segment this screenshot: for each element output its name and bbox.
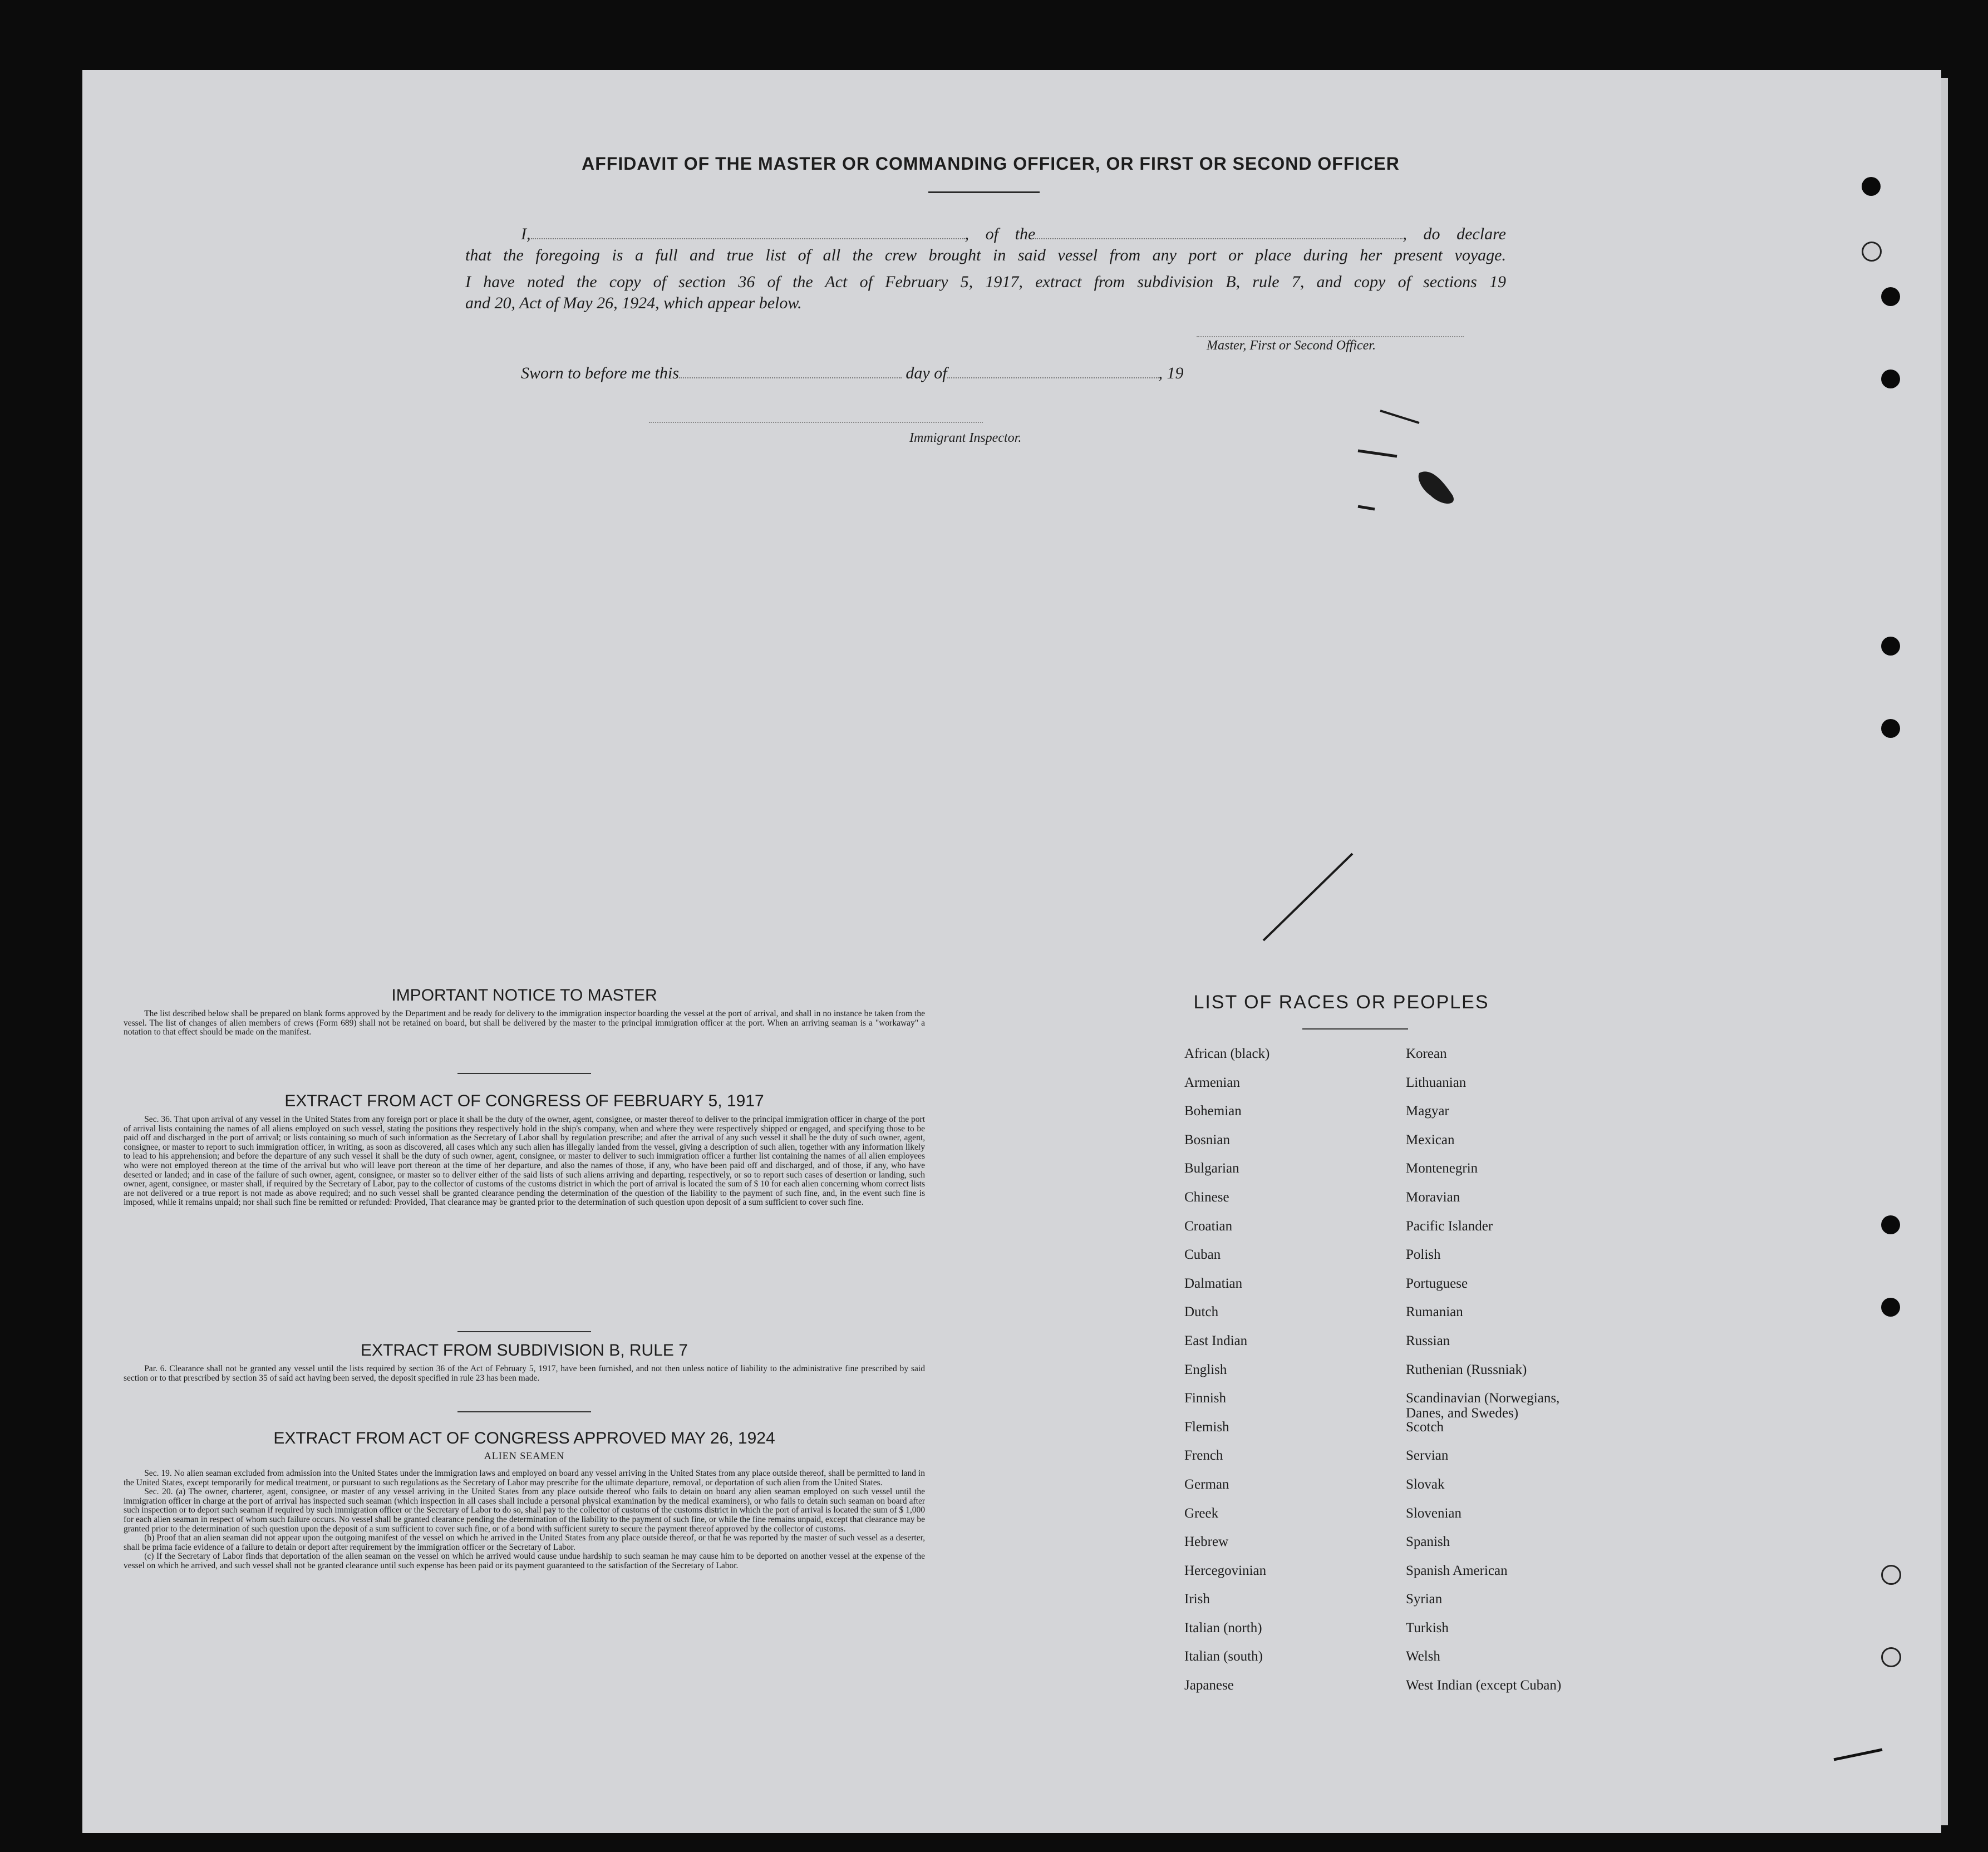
race-item: Hercegovinian	[1184, 1563, 1267, 1578]
race-item: Finnish	[1184, 1391, 1227, 1406]
race-item: Bosnian	[1184, 1132, 1230, 1147]
races-right-column	[1406, 1046, 1640, 1707]
sworn-text: Sworn to before me this	[521, 364, 679, 382]
race-item: Servian	[1406, 1448, 1449, 1464]
month-blank	[947, 366, 1159, 378]
sworn-line	[521, 364, 1267, 383]
race-item: German	[1184, 1476, 1229, 1492]
race-item: Bulgarian	[1184, 1161, 1239, 1176]
affidavit-of-the: , of the	[965, 225, 1036, 243]
race-item: Armenian	[1184, 1075, 1240, 1090]
extract-1917-body	[124, 1115, 925, 1208]
race-item: West Indian (except Cuban)	[1406, 1678, 1562, 1693]
affidavit-pronoun: I,	[521, 225, 531, 243]
inspector-caption: Immigrant Inspector.	[909, 431, 1022, 445]
race-item: Moravian	[1406, 1189, 1460, 1205]
binder-hole-icon	[1862, 242, 1882, 262]
race-item: Greek	[1184, 1505, 1219, 1521]
race-item: Slovak	[1406, 1476, 1445, 1492]
race-item: Spanish	[1406, 1534, 1450, 1550]
race-item: African (black)	[1184, 1046, 1270, 1061]
extract-rule7-title: EXTRACT FROM SUBDIVISION B, RULE 7	[361, 1341, 688, 1360]
race-item: Turkish	[1406, 1620, 1449, 1636]
race-item: Syrian	[1406, 1592, 1443, 1607]
binder-hole-icon	[1881, 1647, 1901, 1667]
binder-hole-icon	[1862, 177, 1881, 196]
notice-text: The list described below shall be prepared on blank forms approved by the Department and be ready for delivery to the immigration inspector boarding the vessel at the port of arrival, and shall in no instance be taken from the vessel. The list of changes of alien members of crews (Form 689) shall not be retained on board, but shall be delivered by the master to the principal immigration officer at the port. When an arriving seaman is a "workaway" a notation to that effect should be made on the manifest.	[124, 1009, 925, 1037]
races-divider	[1302, 1028, 1408, 1030]
binder-hole-icon	[1881, 1298, 1900, 1317]
sec-19-text: Sec. 19. No alien seaman excluded from admission into the United States under the immigration laws and employed on board any vessel arriving in the United States from any place outside thereof, shall be permitted to land in the United States, except temporarily for medical treatment, or pursuant to such regulations as the Secretary of Labor may prescribe for the ultimate departure, removal, or deportation of such alien from the United States.	[124, 1469, 925, 1487]
races-title: LIST OF RACES OR PEOPLES	[1193, 992, 1489, 1013]
race-item: Russian	[1406, 1333, 1450, 1348]
sec-20b-text: (b) Proof that an alien seaman did not appear upon the outgoing manifest of the vessel on which he arrived in the United States from any place outside thereof, or that he was reported by the master of such vessel as a deserter, shall be prima facie evidence of a failure to detain or deport after requirement by the immigration officer or the Secretary of Labor.	[124, 1533, 925, 1552]
extract-1924-body	[124, 1469, 925, 1571]
race-item: Pacific Islander	[1406, 1218, 1493, 1234]
binder-hole-icon	[1881, 719, 1900, 738]
race-item: Welsh	[1406, 1649, 1440, 1664]
ink-stroke-icon	[1258, 851, 1358, 946]
race-item: English	[1184, 1362, 1227, 1377]
race-item: Japanese	[1184, 1678, 1234, 1693]
race-item: Scandinavian (Norwegians, Danes, and Swedes)	[1406, 1391, 1560, 1421]
race-item: Magyar	[1406, 1104, 1449, 1119]
race-item: Italian (south)	[1184, 1649, 1263, 1664]
race-item: Cuban	[1184, 1247, 1221, 1263]
binder-hole-icon	[1881, 287, 1900, 306]
race-item: Portuguese	[1406, 1275, 1468, 1291]
day-of-text: day of	[906, 364, 947, 382]
race-item: Spanish American	[1406, 1563, 1508, 1578]
binder-hole-icon	[1881, 1565, 1901, 1585]
extract-1917-divider	[457, 1331, 591, 1332]
notice-title: IMPORTANT NOTICE TO MASTER	[391, 986, 657, 1004]
race-item: Rumanian	[1406, 1304, 1463, 1320]
par-6-text: Par. 6. Clearance shall not be granted any vessel until the lists required by section 36 of the Act of February 5, 1917, have been furnished, and not then unless notice of liability to the administrative fine prescribed by said section or to that prescribed by section 35 of said act having been served, the deposit specified in rule 23 has been made.	[124, 1364, 925, 1383]
extract-rule7-body	[124, 1365, 925, 1383]
race-item: Italian (north)	[1184, 1620, 1262, 1636]
race-item: Korean	[1406, 1046, 1447, 1061]
alien-seamen-subtitle: ALIEN SEAMEN	[484, 1450, 565, 1461]
day-blank	[679, 366, 902, 378]
race-item: Slovenian	[1406, 1505, 1462, 1521]
affidavit-line-3: I have noted the copy of section 36 of the Act of February 5, 1917, extract from subdivision B, rule 7, and copy of sections 19	[465, 273, 1506, 291]
sec-20c-text: (c) If the Secretary of Labor finds that deportation of the alien seaman on the vessel on which he arrived would cause undue hardship to such seaman he may cause him to be deported on another vessel at the expense of the vessel on which he arrived, and such vessel shall not be granted clearance until such expense has been paid or its payment guaranteed to the satisfaction of the Secretary of Labor.	[124, 1551, 925, 1570]
races-left-column	[1184, 1046, 1396, 1707]
race-item: Dalmatian	[1184, 1275, 1243, 1291]
race-item: Croatian	[1184, 1218, 1233, 1234]
master-name-blank	[531, 227, 965, 239]
master-caption: Master, First or Second Officer.	[1207, 338, 1376, 353]
extract-1917-title: EXTRACT FROM ACT OF CONGRESS OF FEBRUARY 5, 1917	[284, 1092, 764, 1110]
binder-hole-icon	[1881, 1215, 1900, 1234]
sec-20a-text: Sec. 20. (a) The owner, charterer, agent, consignee, or master of any vessel arriving in the United States from any place outside thereof who fails to detain on board any alien seaman employed on such vessel until the immigration officer in charge at the port of arrival has inspected such seaman (which inspection in all cases shall include a personal physical examination by the medical examiners), or who fails to detain such seaman on board after such inspection or to deport such seaman if required by such immigration officer or the Secretary of Labor to do so, shall pay to the collector of customs of the customs district in which the port of arrival is located the sum of $ 1,000 for each alien seaman in respect of whom such failure occurs. No vessel shall be granted clearance pending the determination of the liability to the payment of such fine, or while the fine remains unpaid, except that clearance may be granted prior to the determination of such question upon the deposit of a sum sufficient to cover such fine, or of a bond with sufficient surety to secure the payment thereof approved by the collector of customs.	[124, 1487, 925, 1534]
affidavit-title: AFFIDAVIT OF THE MASTER OR COMMANDING OFFICER, OR FIRST OR SECOND OFFICER	[582, 154, 1400, 174]
race-item: East Indian	[1184, 1333, 1248, 1348]
race-item: Bohemian	[1184, 1104, 1242, 1119]
affidavit-line-4: and 20, Act of May 26, 1924, which appear below.	[465, 294, 802, 312]
extract-1924-title: EXTRACT FROM ACT OF CONGRESS APPROVED MAY 26, 1924	[273, 1429, 775, 1447]
affidavit-declaration-line	[465, 225, 1506, 244]
binder-hole-icon	[1881, 370, 1900, 388]
notice-body	[124, 1009, 925, 1037]
race-item: Ruthenian (Russniak)	[1406, 1362, 1527, 1377]
inspector-signature-line	[649, 422, 983, 423]
year-text: , 19	[1158, 364, 1184, 382]
race-item: Flemish	[1184, 1419, 1229, 1435]
race-item: Lithuanian	[1406, 1075, 1467, 1090]
race-item: Polish	[1406, 1247, 1441, 1263]
race-item: Irish	[1184, 1592, 1210, 1607]
title-divider	[928, 191, 1040, 193]
affidavit-do-declare: , do declare	[1403, 225, 1506, 243]
race-item: Scotch	[1406, 1419, 1444, 1435]
race-item: Montenegrin	[1406, 1161, 1478, 1176]
affidavit-line-2: that the foregoing is a full and true list of all the crew brought in said vessel from any port or place during her present voyage.	[465, 246, 1506, 264]
ink-stroke-icon	[1831, 1742, 1887, 1764]
race-item: Mexican	[1406, 1132, 1455, 1147]
master-signature-line	[1197, 336, 1464, 337]
extract-rule7-divider	[457, 1411, 591, 1412]
race-item: Dutch	[1184, 1304, 1219, 1320]
sec-36-text: Sec. 36. That upon arrival of any vessel in the United States from any foreign port or place it shall be the duty of the owner, agent, consignee, or master thereof to deliver to the principal immigration officer in charge of the port of arrival lists containing the names of all aliens employed on such vessel, stating the positions they respectively hold in the ship's company, when and where they were respectively shipped or engaged, and specifying those to be paid off and discharged in the port of arrival; or lists containing so much of such information as the Secretary of Labor shall by regulation prescribe; and after the arrival of any such vessel it shall be the duty of such owner, agent, consignee, or master to report to such immigration officer, in writing, as soon as discovered, all cases which any such alien has illegally landed from the vessel, giving a description of such alien, together with any information likely to lead to his apprehension; and before the departure of any such vessel it shall be the duty of such owner, agent, consignee, or master to deliver to such immigration officer a further list containing the names of all alien employees who were not employed thereon at the time of the arrival but who will leave port thereon at the time of her departure, and also the names of those, if any, who have been paid off and discharged, and of those, if any, who have deserted or landed; and in case of the failure of such owner, agent, consignee, or master so to deliver either of the said lists of such aliens arriving and departing, respectively, or so to report such cases of desertion or landing, such owner, agent, consignee, or master shall, if required by the Secretary of Labor, pay to the collector of customs of the customs district in which the port of arrival is located the sum of $ 10 for each alien concerning whom correct lists are not delivered or a true report is not made as above required; and no such vessel shall be granted clearance pending the determination of the question of the liability to the payment of such fine, and, in the event such fine is imposed, while it remains unpaid; nor shall such fine be remitted or refunded: Provided, That clearance may be granted prior to the determination of such question upon deposit of a sum sufficient to cover such fine.	[124, 1115, 925, 1208]
ink-smudge-icon	[1336, 401, 1480, 534]
binder-hole-icon	[1881, 637, 1900, 656]
race-item: French	[1184, 1448, 1223, 1464]
notice-divider	[457, 1073, 591, 1074]
race-item: Hebrew	[1184, 1534, 1229, 1550]
race-item: Chinese	[1184, 1189, 1229, 1205]
vessel-name-blank	[1035, 227, 1403, 239]
